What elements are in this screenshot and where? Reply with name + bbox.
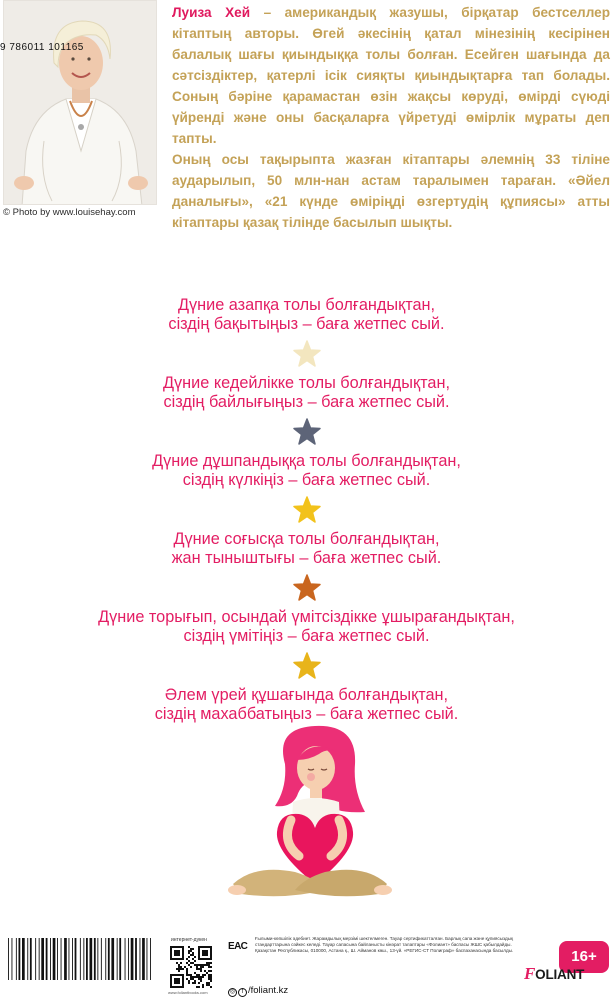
isbn-digits: 9 786011 101165 [0, 42, 84, 53]
affirmation-line: сіздің махаббатыңыз – баға жетпес сый. [154, 705, 459, 723]
qr-site: www.foliantbooks.com [168, 990, 208, 995]
affirmation-line: сіздің үмітіңіз – баға жетпес сый. [183, 627, 430, 645]
affirmation-line: Дүние кедейлікке толы болғандықтан, [163, 374, 450, 392]
star-icon [292, 417, 322, 447]
age-rating-badge: 16+ [559, 941, 609, 973]
author-bio [172, 2, 610, 233]
affirmation [0, 608, 613, 646]
affirmation [0, 296, 613, 334]
woman-hugging-heart-illustration [215, 724, 405, 904]
qr-code[interactable] [170, 946, 212, 988]
star-icon [292, 339, 322, 369]
star-icon [292, 651, 322, 681]
bio-paragraph-books: Оның осы тақырыпта жазған кітаптары әлемнің 33 тіліне аударылып, 50 млн-нан астам таралымен тараған. «Әйел даналығы», «21 күнде өміріңді өзгертудің құпиясы» атты кітаптары қазақ тілінде басылып шықты. [172, 152, 610, 230]
star-icon [292, 573, 322, 603]
affirmation [0, 530, 613, 568]
publisher-logo [524, 964, 584, 984]
affirmation-line: Дүние дұшпандыққа толы болғандықтан, [152, 452, 461, 470]
affirmation-line: сіздің бақытыңыз – баға жетпес сый. [168, 315, 445, 333]
affirmation-line: Әлем үрей құшағында болғандықтан, [164, 686, 449, 704]
facebook-icon: f [238, 988, 247, 997]
bio-paragraph-intro [172, 2, 610, 149]
social-handle-text: /foliant.kz [248, 985, 289, 996]
affirmation-line: жан тыныштығы – баға жетпес сый. [171, 549, 442, 567]
author-photo [3, 0, 157, 205]
affirmation-line: сіздің күлкіңіз – баға жетпес сый. [182, 471, 431, 489]
social-handle[interactable] [228, 985, 288, 997]
affirmation [0, 686, 613, 724]
eac-certification-mark: ЕАС [228, 941, 248, 952]
author-portrait-illustration [4, 1, 157, 205]
affirmations-list [0, 296, 613, 724]
publisher-logo-initial: F [524, 964, 536, 983]
publisher-logo-text: OLIANT [535, 967, 585, 982]
affirmation-line: Дүние азапқа толы болғандықтан, [177, 296, 436, 314]
isbn-barcode [6, 938, 156, 996]
qr-label: интернет-дүкен [171, 937, 207, 943]
affirmation-line: Дүние торығып, осындай үмітсіздікке ұшырағандықтан, [98, 608, 515, 626]
affirmation-line: сіздің байлығыңыз – баға жетпес сый. [163, 393, 450, 411]
author-name: Луиза Хей [172, 5, 251, 20]
affirmation [0, 452, 613, 490]
photo-credit: © Photo by www.louisehay.com [3, 207, 136, 218]
star-icon [292, 495, 322, 525]
affirmation-line: Дүние соғысқа толы болғандықтан, [173, 530, 440, 548]
instagram-icon: ◎ [229, 989, 236, 995]
legal-text: Ғылыми-көпшілік әдебиет. Жарамдылық мерзімі шектелмеген. Тауар сертификатталған. Барлық сапа және құпиясыздық стандарттарына сәйкес келеді. Тауар сапасына байланысты кінәрат талаптары «Фолиант» баспасы ЖШС қабылдайды. Қазақстан Республикасы, 010000, Астана қ., Ш. Айманов көш., 13-үй. «РЕГИС-СТ Полиграф» баспаханасында басылды. [255, 936, 514, 954]
bio-intro-text: – американдық жазушы, бірқатар бестселлер кітаптың авторы. Өгей әкесінің қатал мінезінің кесірінен балалық шағы қиындыққа толы болған. Есейген шағында да сәтсіздіктер, қатерлі ісік сияқты қиындықтарға тап болады. Соның бәріне қарамастан өзін жақсы көруді, өмірді сүюді үйренді және оны басқаларға үйретуді өмірлік мұраты деп тапты. [172, 5, 611, 146]
affirmation [0, 374, 613, 412]
